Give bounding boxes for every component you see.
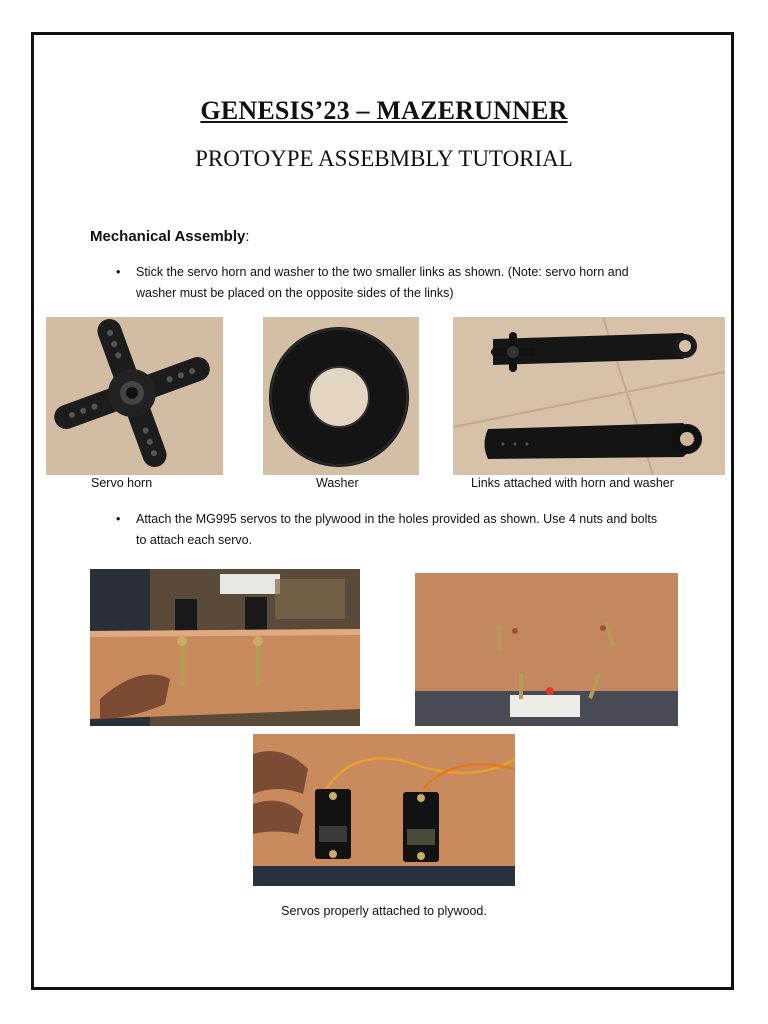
document-title: GENESIS’23 – MAZERUNNER [200,96,568,125]
links-photo [453,317,725,475]
bullet-symbol: • [116,265,121,279]
section-heading-colon: : [245,228,250,245]
washer-photo [263,317,419,475]
servo-horn-photo [46,317,223,475]
caption-servo-horn: Servo horn [91,476,153,490]
caption-links: Links attached with horn and washer [471,476,674,490]
bullet-1-line-1: Stick the servo horn and washer to the two smaller links as shown. (Note: servo horn and [136,265,629,279]
caption-washer: Washer [316,476,359,490]
document-subtitle: PROTOYPE ASSEBMBLY TUTORIAL [195,146,573,171]
bullet-2-line-2: to attach each servo. [136,533,253,547]
bullet-1-line-2: washer must be placed on the opposite sides of the links) [136,286,454,300]
bullet-symbol: • [116,512,121,526]
section-heading-text: Mechanical Assembly [90,228,246,245]
caption-servos: Servos properly attached to plywood. [281,904,487,918]
plywood-bolts-photo-1 [90,569,360,726]
section-heading [90,228,250,245]
servos-attached-photo [253,734,515,886]
plywood-bolts-photo-2 [415,573,678,726]
bullet-2-line-1: Attach the MG995 servos to the plywood in the holes provided as shown. Use 4 nuts and bolts [136,512,658,526]
